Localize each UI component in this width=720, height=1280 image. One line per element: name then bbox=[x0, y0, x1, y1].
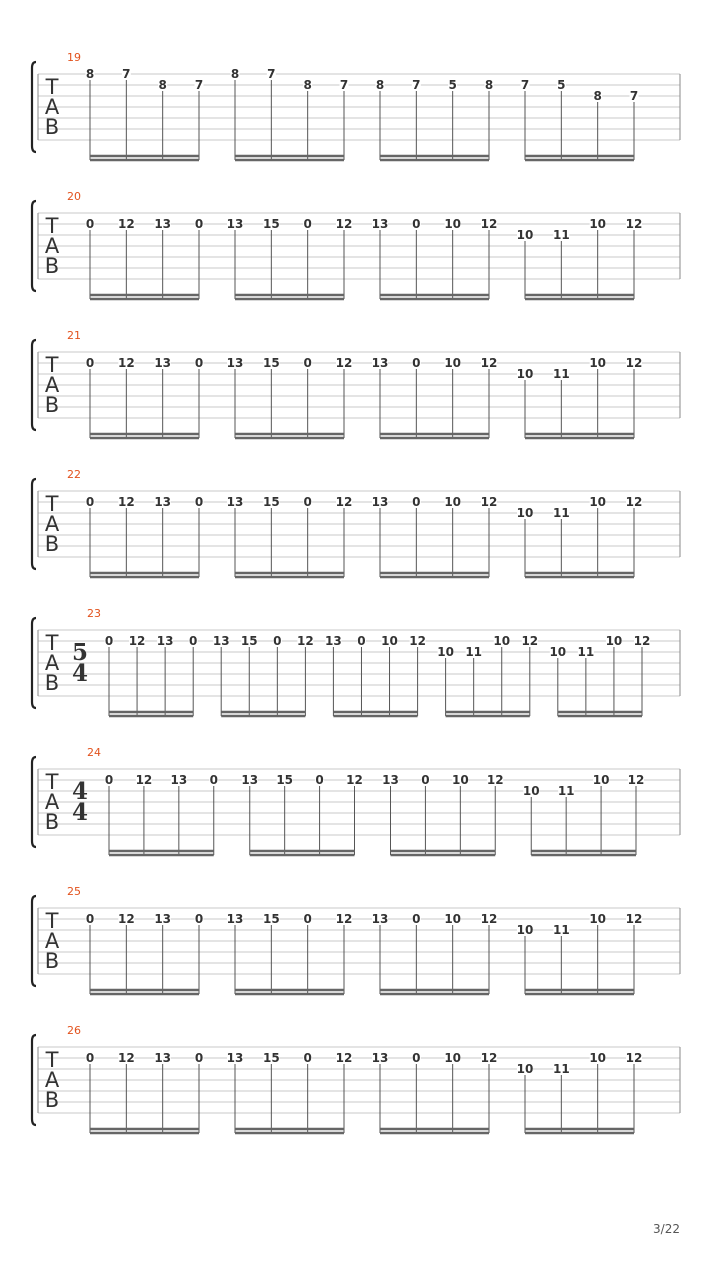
system-brace bbox=[32, 62, 36, 152]
fret-number: 12 bbox=[627, 773, 645, 787]
fret-number: 11 bbox=[552, 367, 570, 381]
system-brace bbox=[32, 757, 36, 847]
fret-number: 12 bbox=[486, 773, 504, 787]
fret-number: 12 bbox=[335, 356, 353, 370]
fret-number: 12 bbox=[625, 356, 643, 370]
fret-number: 0 bbox=[194, 217, 204, 231]
fret-number: 0 bbox=[85, 217, 95, 231]
fret-number: 12 bbox=[480, 356, 498, 370]
fret-number: 10 bbox=[444, 495, 462, 509]
fret-number: 0 bbox=[412, 495, 421, 509]
fret-number: 13 bbox=[212, 634, 230, 648]
fret-number: 11 bbox=[552, 228, 570, 242]
fret-number: 12 bbox=[335, 217, 353, 231]
fret-number: 0 bbox=[85, 356, 95, 370]
tab-system-22 bbox=[32, 468, 680, 577]
fret-number: 0 bbox=[194, 495, 204, 509]
fret-number: 0 bbox=[194, 1051, 204, 1065]
fret-number: 0 bbox=[189, 634, 198, 648]
fret-number: 10 bbox=[589, 1051, 607, 1065]
fret-number: 15 bbox=[240, 634, 258, 648]
fret-number: 10 bbox=[516, 506, 534, 520]
fret-number: 13 bbox=[371, 356, 389, 370]
tab-clef-letter: T bbox=[45, 909, 59, 933]
fret-number: 8 bbox=[85, 67, 95, 81]
time-signature-bottom: 4 bbox=[71, 799, 89, 826]
fret-number: 0 bbox=[303, 356, 312, 370]
fret-number: 0 bbox=[303, 217, 312, 231]
tab-clef-letter: B bbox=[44, 949, 60, 973]
fret-number: 0 bbox=[85, 912, 95, 926]
fret-number: 0 bbox=[412, 912, 421, 926]
fret-number: 11 bbox=[552, 923, 570, 937]
fret-number: 15 bbox=[262, 495, 280, 509]
fret-number: 0 bbox=[194, 356, 204, 370]
system-brace bbox=[32, 479, 36, 569]
fret-number: 13 bbox=[170, 773, 188, 787]
fret-number: 13 bbox=[226, 217, 244, 231]
tab-system-25 bbox=[32, 885, 680, 994]
fret-number: 12 bbox=[521, 634, 539, 648]
measure-number: 22 bbox=[67, 468, 81, 481]
fret-number: 12 bbox=[625, 495, 643, 509]
fret-number: 0 bbox=[412, 356, 421, 370]
fret-number: 10 bbox=[589, 495, 607, 509]
tab-system-23 bbox=[32, 607, 680, 716]
measure-number: 20 bbox=[67, 190, 81, 203]
tab-clef-letter: A bbox=[44, 234, 60, 258]
fret-number: 10 bbox=[437, 645, 454, 659]
fret-number: 0 bbox=[104, 634, 114, 648]
fret-number: 10 bbox=[592, 773, 610, 787]
fret-number: 12 bbox=[480, 217, 498, 231]
tab-clef-letter: B bbox=[44, 393, 60, 417]
tab-clef-letter: T bbox=[45, 492, 59, 516]
tab-clef-letter: T bbox=[45, 75, 59, 99]
fret-number: 8 bbox=[303, 78, 312, 92]
fret-number: 12 bbox=[633, 634, 651, 648]
tab-clef-letter: A bbox=[44, 95, 60, 119]
fret-number: 0 bbox=[85, 1051, 95, 1065]
fret-number: 0 bbox=[315, 773, 324, 787]
fret-number: 15 bbox=[262, 1051, 280, 1065]
fret-number: 13 bbox=[325, 634, 342, 648]
tab-clef-letter: B bbox=[44, 532, 60, 556]
fret-number: 12 bbox=[335, 495, 353, 509]
fret-number: 10 bbox=[516, 923, 534, 937]
tab-clef-letter: T bbox=[45, 353, 59, 377]
tab-clef-letter: B bbox=[44, 671, 60, 695]
fret-number: 7 bbox=[122, 67, 131, 81]
system-brace bbox=[32, 618, 36, 708]
fret-number: 12 bbox=[625, 217, 643, 231]
fret-number: 7 bbox=[267, 67, 276, 81]
fret-number: 10 bbox=[516, 367, 534, 381]
fret-number: 12 bbox=[625, 1051, 643, 1065]
fret-number: 13 bbox=[154, 217, 172, 231]
tab-system-19 bbox=[32, 51, 680, 160]
fret-number: 0 bbox=[194, 912, 204, 926]
tab-clef-letter: B bbox=[44, 1088, 60, 1112]
fret-number: 0 bbox=[412, 217, 421, 231]
fret-number: 12 bbox=[117, 495, 135, 509]
tab-clef-letter: T bbox=[45, 770, 59, 794]
fret-number: 10 bbox=[516, 1062, 534, 1076]
fret-number: 13 bbox=[154, 495, 172, 509]
fret-number: 8 bbox=[375, 78, 385, 92]
tab-clef-letter: T bbox=[45, 631, 59, 655]
tab-clef-letter: A bbox=[44, 512, 60, 536]
fret-number: 12 bbox=[117, 217, 135, 231]
measure-number: 26 bbox=[67, 1024, 81, 1037]
fret-number: 13 bbox=[226, 912, 244, 926]
fret-number: 15 bbox=[262, 356, 280, 370]
fret-number: 7 bbox=[339, 78, 349, 92]
fret-number: 8 bbox=[230, 67, 240, 81]
fret-number: 12 bbox=[480, 495, 498, 509]
fret-number: 10 bbox=[444, 1051, 462, 1065]
system-brace bbox=[32, 896, 36, 986]
fret-number: 7 bbox=[520, 78, 530, 92]
fret-number: 0 bbox=[412, 1051, 421, 1065]
fret-number: 13 bbox=[226, 495, 244, 509]
fret-number: 12 bbox=[297, 634, 314, 648]
fret-number: 10 bbox=[589, 356, 607, 370]
tab-system-26 bbox=[32, 1024, 680, 1133]
fret-number: 12 bbox=[128, 634, 146, 648]
tab-clef-letter: A bbox=[44, 373, 60, 397]
fret-number: 10 bbox=[589, 217, 607, 231]
fret-number: 13 bbox=[241, 773, 259, 787]
tab-clef-letter: B bbox=[44, 254, 60, 278]
fret-number: 13 bbox=[371, 1051, 389, 1065]
tab-clef-letter: T bbox=[45, 214, 59, 238]
fret-number: 13 bbox=[154, 1051, 172, 1065]
fret-number: 13 bbox=[371, 217, 389, 231]
fret-number: 13 bbox=[371, 495, 389, 509]
system-brace bbox=[32, 1035, 36, 1125]
fret-number: 7 bbox=[412, 78, 421, 92]
fret-number: 11 bbox=[465, 645, 483, 659]
fret-number: 0 bbox=[303, 1051, 312, 1065]
fret-number: 0 bbox=[357, 634, 366, 648]
fret-number: 10 bbox=[516, 228, 534, 242]
time-signature-top: 4 bbox=[71, 778, 89, 805]
fret-number: 8 bbox=[158, 78, 167, 92]
tab-clef-letter: A bbox=[44, 651, 60, 675]
fret-number: 5 bbox=[448, 78, 457, 92]
fret-number: 12 bbox=[117, 912, 135, 926]
fret-number: 0 bbox=[303, 495, 312, 509]
tab-clef-letter: B bbox=[44, 115, 60, 139]
fret-number: 0 bbox=[421, 773, 430, 787]
fret-number: 10 bbox=[451, 773, 469, 787]
tab-clef-letter: A bbox=[44, 790, 60, 814]
fret-number: 15 bbox=[276, 773, 294, 787]
time-signature-bottom: 4 bbox=[71, 660, 89, 687]
fret-number: 12 bbox=[335, 912, 353, 926]
fret-number: 12 bbox=[480, 912, 498, 926]
tab-system-24 bbox=[32, 746, 680, 855]
fret-number: 0 bbox=[85, 495, 95, 509]
fret-number: 0 bbox=[303, 912, 312, 926]
fret-number: 8 bbox=[484, 78, 494, 92]
fret-number: 11 bbox=[552, 1062, 570, 1076]
fret-number: 13 bbox=[371, 912, 389, 926]
measure-number: 21 bbox=[67, 329, 81, 342]
fret-number: 10 bbox=[522, 784, 540, 798]
fret-number: 12 bbox=[117, 1051, 135, 1065]
fret-number: 10 bbox=[444, 912, 462, 926]
fret-number: 13 bbox=[382, 773, 399, 787]
tab-clef-letter: B bbox=[44, 810, 60, 834]
tab-clef-letter: A bbox=[44, 1068, 60, 1092]
fret-number: 0 bbox=[104, 773, 114, 787]
fret-number: 11 bbox=[552, 506, 570, 520]
fret-number: 10 bbox=[381, 634, 398, 648]
fret-number: 10 bbox=[493, 634, 511, 648]
fret-number: 7 bbox=[194, 78, 204, 92]
fret-number: 13 bbox=[226, 356, 244, 370]
fret-number: 12 bbox=[625, 912, 643, 926]
fret-number: 12 bbox=[346, 773, 363, 787]
system-brace bbox=[32, 340, 36, 430]
tab-clef-letter: A bbox=[44, 929, 60, 953]
time-signature-top: 5 bbox=[71, 639, 89, 666]
tab-system-21 bbox=[32, 329, 680, 438]
fret-number: 10 bbox=[444, 356, 462, 370]
tab-clef-letter: T bbox=[45, 1048, 59, 1072]
fret-number: 0 bbox=[273, 634, 282, 648]
fret-number: 10 bbox=[549, 645, 567, 659]
fret-number: 13 bbox=[156, 634, 174, 648]
system-brace bbox=[32, 201, 36, 291]
measure-number: 23 bbox=[87, 607, 101, 620]
fret-number: 11 bbox=[557, 784, 575, 798]
fret-number: 15 bbox=[262, 217, 280, 231]
fret-number: 13 bbox=[226, 1051, 244, 1065]
fret-number: 13 bbox=[154, 912, 172, 926]
fret-number: 11 bbox=[577, 645, 595, 659]
fret-number: 8 bbox=[593, 89, 602, 103]
fret-number: 7 bbox=[629, 89, 639, 103]
tab-system-20 bbox=[32, 190, 680, 299]
fret-number: 10 bbox=[589, 912, 607, 926]
page-number: 3/22 bbox=[653, 1222, 680, 1236]
fret-number: 13 bbox=[154, 356, 172, 370]
measure-number: 19 bbox=[67, 51, 81, 64]
fret-number: 5 bbox=[557, 78, 566, 92]
fret-number: 12 bbox=[409, 634, 426, 648]
fret-number: 10 bbox=[444, 217, 462, 231]
measure-number: 24 bbox=[87, 746, 101, 759]
fret-number: 10 bbox=[605, 634, 623, 648]
measure-number: 25 bbox=[67, 885, 81, 898]
fret-number: 15 bbox=[262, 912, 280, 926]
fret-number: 12 bbox=[135, 773, 153, 787]
fret-number: 12 bbox=[117, 356, 135, 370]
fret-number: 12 bbox=[335, 1051, 353, 1065]
fret-number: 0 bbox=[209, 773, 218, 787]
fret-number: 12 bbox=[480, 1051, 498, 1065]
